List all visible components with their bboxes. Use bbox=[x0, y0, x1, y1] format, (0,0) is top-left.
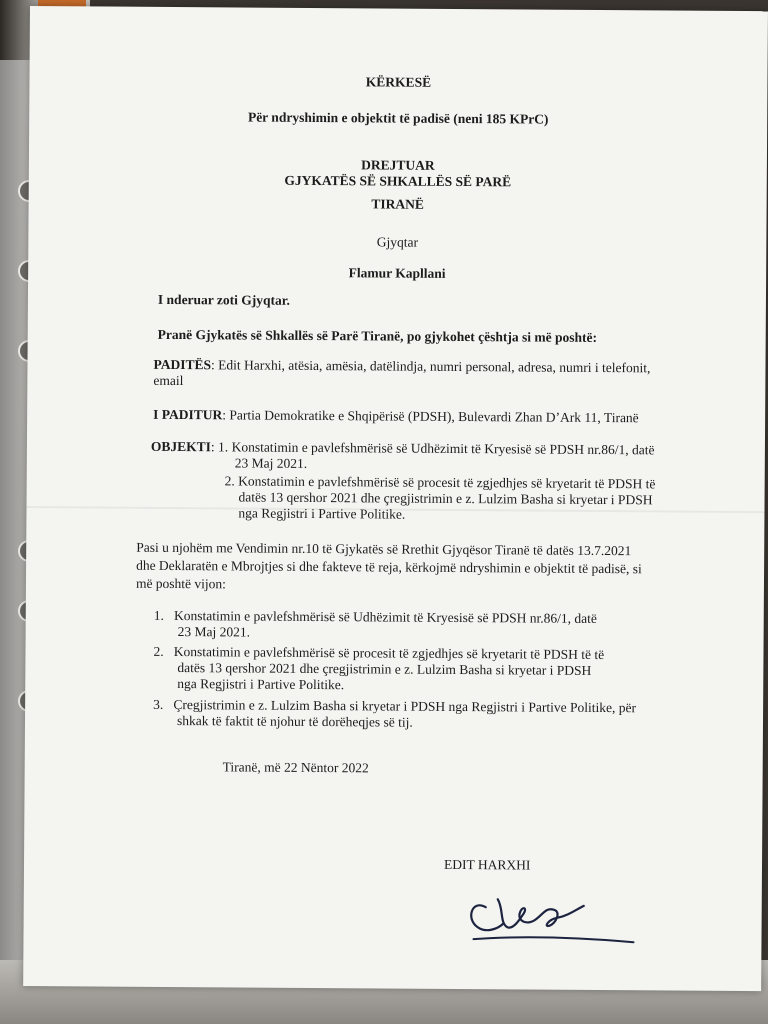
body-paragraph-line: dhe Deklaratën e Mbrojtjes si dhe fakteve të reja, kërkojmë ndryshimin e objektit të padisë, si bbox=[136, 557, 642, 577]
salutation: I nderuar zoti Gjyqtar. bbox=[157, 291, 291, 308]
object-item-text-cont: nga Regjistri i Partive Politike. bbox=[238, 505, 406, 522]
defendant-label: I PADITUR bbox=[153, 406, 223, 423]
request-text-cont: shkak të faktit të njohur të dorëheqjes së tij. bbox=[176, 713, 413, 730]
document-page bbox=[23, 6, 768, 991]
object-item-text: Konstatimin e pavlefshmërisë së procesit të zgjedhjes së kryetarit të PDSH të bbox=[238, 473, 656, 492]
plaintiff-details: : Edit Harxhi, atësia, amësia, datëlindja, numri personal, adresa, numri i telefonit, bbox=[210, 357, 651, 376]
body-paragraph-line: më poshtë vijon: bbox=[135, 575, 227, 592]
plaintiff-label: PADITËS bbox=[153, 356, 212, 373]
document-subtitle: Për ndryshimin e objektit të padisë (neni 185 KPrC) bbox=[247, 109, 549, 127]
request-text: Konstatimin e pavlefshmërisë së Udhëzimit të Kryesisë së PDSH nr.86/1, datë bbox=[173, 608, 597, 626]
judge-name: Flamur Kapllani bbox=[348, 265, 446, 281]
court-name: GJYKATËS SË SHKALLËS SË PARË bbox=[284, 172, 512, 190]
judge-label: Gjyqtar bbox=[376, 234, 419, 250]
document-title: KËRKESË bbox=[365, 74, 432, 90]
defendant-line bbox=[153, 407, 639, 426]
request-number: 1. bbox=[153, 607, 164, 623]
plaintiff-details-cont: email bbox=[153, 372, 184, 389]
place-date: Tiranë, më 22 Nëntor 2022 bbox=[222, 759, 369, 776]
object-item-text: Konstatimin e pavlefshmërisë së Udhëzimit të Kryesisë së PDSH nr.86/1, datë bbox=[231, 439, 655, 458]
body-paragraph-line: Pasi u njohëm me Vendimin nr.10 të Gjykatës së Rrethit Gjyqësor Tiranë të datës 13.7.2021 bbox=[136, 539, 632, 559]
object-item-number: 2. bbox=[224, 473, 235, 489]
handwritten-signature bbox=[463, 879, 643, 950]
object-item-number: : 1. bbox=[210, 439, 229, 455]
request-text: Çregjistrimin e z. Lulzim Basha si kryetar i PDSH nga Regjistri i Partive Politike, për bbox=[173, 697, 637, 716]
request-text-cont: 23 Maj 2021. bbox=[177, 624, 251, 640]
request-text-cont: nga Regjistri i Partive Politike. bbox=[177, 676, 345, 693]
intro-text: Pranë Gjykatës së Shkallës së Parë Tiranë, po gjykohet çështja si më poshtë: bbox=[157, 326, 598, 345]
plaintiff-line bbox=[153, 357, 650, 376]
request-text: Konstatimin e pavlefshmërisë së procesit të zgjedhjes së kryetarit të PDSH të të bbox=[173, 644, 605, 663]
signatory-name: EDIT HARXHI bbox=[443, 856, 531, 873]
request-text-cont: datës 13 qershor 2021 dhe çregjistrimin e z. Lulzim Basha si kryetar i PDSH bbox=[177, 660, 592, 678]
request-number: 2. bbox=[153, 643, 164, 659]
object-item-text-cont: datës 13 qershor 2021 dhe çregjistrimin e z. Lulzim Basha si kryetar i PDSH bbox=[238, 489, 653, 508]
object-label: OBJEKTI bbox=[150, 438, 212, 455]
court-city: TIRANË bbox=[371, 196, 424, 212]
defendant-details: : Partia Demokratike e Shqipërisë (PDSH), Bulevardi Zhan D’Ark 11, Tiranë bbox=[222, 407, 639, 426]
addressee-line: DREJTUAR bbox=[361, 157, 435, 173]
object-item-text-cont: 23 Maj 2021. bbox=[234, 455, 308, 471]
request-number: 3. bbox=[153, 696, 164, 712]
object-line-1 bbox=[151, 439, 655, 459]
